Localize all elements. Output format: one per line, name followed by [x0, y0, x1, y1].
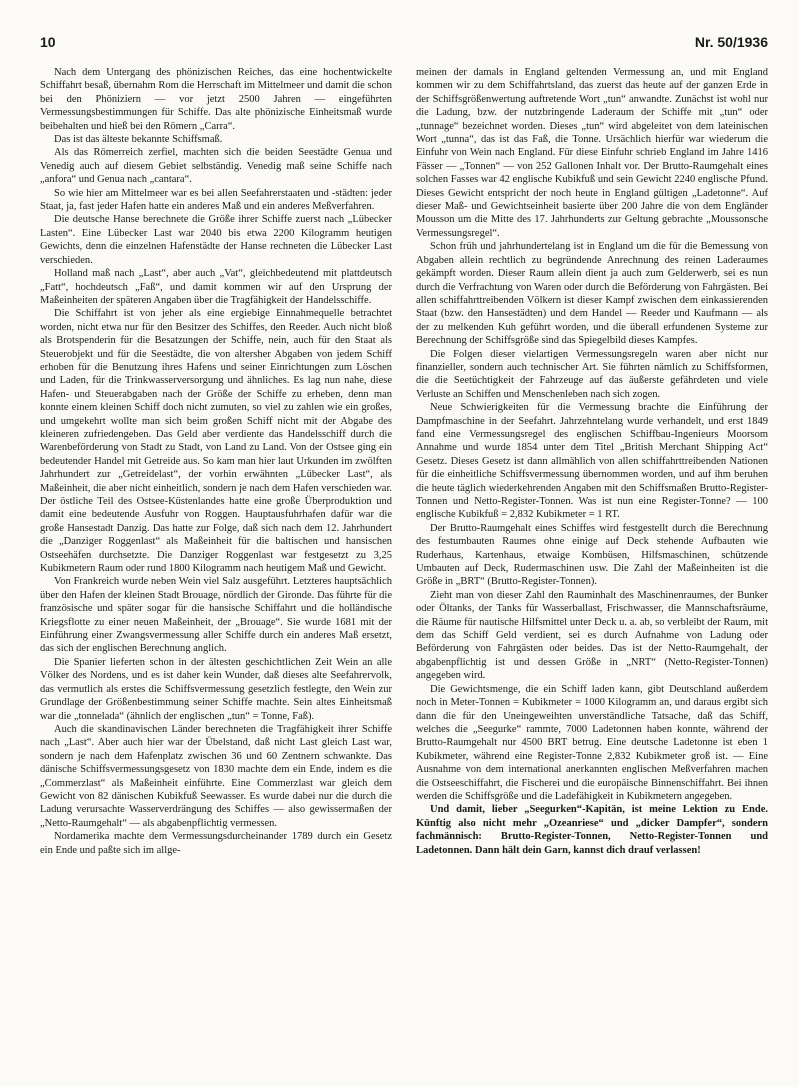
- paragraph: Von Frankreich wurde neben Wein viel Salz ausgeführt. Letzteres hauptsächlich über den Hafen der kleinen Stadt Brouage, nördlich der Gironde. Das führte für die französische und später sogar für die hansische Schiffahrt und die holländische Kriegsflotte zu einer neuen Maßeinheit, der „Brouage“. Sie wurde 1681 mit der Einführung einer Zwangsvermessung aller Schiffe durch ein anderes Maß ersetzt, das sich der englischen Berechnung anglich.: [40, 576, 392, 655]
- article-columns: [40, 66, 768, 857]
- paragraph: Der Brutto-Raumgehalt eines Schiffes wird festgestellt durch die Berechnung des festumbauten Raumes ohne einige auf Deck stehende Aufbauten wie Ruderhaus, Kartenhaus, etwaige Kombüsen, Hilfsmaschinen, schützende Umbauten auf Deck, Rudermaschinen usw. Die Zahl der Maßeinheiten ist die Größe in „BRT“ (Brutto-Register-Tonnen).: [416, 522, 768, 588]
- closing-paragraph: Und damit, lieber „Seegurken“-Kapitän, ist meine Lektion zu Ende. Künftig also nicht mehr „Ozeanriese“ und „dicker Dampfer“, sondern fachmännisch: Brutto-Register-Tonnen, Netto-Register-Tonnen und Ladetonnen. Dann hält dein Garn, kannst dich drauf verlassen!: [416, 804, 768, 856]
- paragraph: Die Folgen dieser vielartigen Vermessungsregeln waren aber nicht nur finanzieller, sondern auch technischer Art. Sie führten nämlich zu Schiffsformen, die die Seetüchtigkeit der Fahrzeuge auf das äußerste gefährdeten und viele Verluste an Schiffen und Menschenleben nach sich zogen.: [416, 348, 768, 400]
- left-column: [40, 66, 392, 857]
- paragraph: Auch die skandinavischen Länder berechneten die Tragfähigkeit ihrer Schiffe nach „Last“. Aber auch hier war der Übelstand, daß nicht Last gleich Last war, sondern je nach dem Hafenplatz zwischen 36 und 60 Zentnern schwankte. Das dänische Schiffsvermessungsgesetz von 1830 machte dem ein Ende, indem es die „Commerzlast“ als Maßeinheit einführte. Eine Commerzlast war gleich dem Gewicht von 82 dänischen Kubikfuß Seewasser. Es wurde dabei nur die durch die Ladung verursachte Wasserverdrängung des Schiffes — also gewissermaßen der „Netto-Raumgehalt“ — als abgabenpflichtig vermessen.: [40, 723, 392, 829]
- paragraph: meinen der damals in England geltenden Vermessung an, und mit England kommen wir zu dem Schiffahrtsland, das zuerst das heute auf der ganzen Erde in der Schiffsgrößenwertung auftretende Wort „tun“ anwandte. Zunächst ist wohl nur die Ladung, bzw. der nutzbringende Laderaum der Schiffe mit „tun“ oder „tunnage“ bezeichnet worden. Dieses „tun“ wird abgeleitet von dem lateinischen Wort „tunna“, das ist das Faß, die Tonne. Ursächlich hierfür war wiederum die Einfuhr von Wein nach England. Für diese Einfuhr schrieb England im Jahre 1416 Fässer — „Tonnen“ — von 252 Gallonen Inhalt vor. Der Brutto-Raumgehalt eines solchen Fasses war 42 englische Kubikfuß und sein Gewicht 2240 englische Pfund. Dieses Gewicht entspricht der noch heute in England gültigen „Ladetonne“. Auf dieser Maß- und Gewichtseinheit basierte über 200 Jahre die von dem Engländer Mousson um die Mitte des 17. Jahrhunderts zur Geltung gebrachte „Moussonsche Vermessungsregel“.: [416, 67, 768, 239]
- paragraph: Nordamerika machte dem Vermessungsdurcheinander 1789 durch ein Gesetz ein Ende und paßte sich im allge-: [40, 831, 392, 856]
- paragraph: Die deutsche Hanse berechnete die Größe ihrer Schiffe zuerst nach „Lübecker Lasten“. Eine Lübecker Last war 2040 bis etwa 2200 Kilogramm heutigen Gewichts, denn die einzelnen Hafenstädte der Hanse rechneten die Lübecker Last verschieden.: [40, 214, 392, 266]
- page-number: 10: [40, 34, 56, 50]
- paragraph: Die Gewichtsmenge, die ein Schiff laden kann, gibt Deutschland außerdem noch in Meter-Tonnen = Kubikmeter = 1000 Kilogramm an, und daraus ergibt sich dann die für den Uneingeweihten unverständliche Tatsache, daß das Schiff, welches die „Seegurke“ rammte, 7000 Ladetonnen haben konnte, während der Brutto-Raumgehalt nur 4500 BRT betrug. Eine deutsche Ladetonne ist eben 1 Kubikmeter, während eine Register-Tonne 2,832 Kubikmeter groß ist. — Eine Ausnahme von dem international anerkannten englischen Meßverfahren machen die Ostseeschiffahrt, die Fischerei und die europäische Binnenschiffahrt. Bei ihnen werden die Schiffsgröße und die Ladefähigkeit in Kubikmetern angegeben.: [416, 683, 768, 802]
- paragraph: Neue Schwierigkeiten für die Vermessung brachte die Einführung der Dampfmaschine in der Seefahrt. Jahrzehntelang wurde verhandelt, und erst 1849 fand eine Vermessungsregel des englischen Schiffbau-Ingenieurs Moorsom Annahme und wurde 1854 unter dem Titel „British Merchant Shipping Act“ Gesetz. Dieses Gesetz ist dann allmählich von allen schiffahrttreibenden Nationen für die einheitliche Schiffsvermessung übernommen worden, und auf ihm beruhen die heute täglich wiederkehrenden Angaben mit den Schiffsmaßen Brutto-Register-Tonnen und Netto-Register-Tonnen. Was ist nun eine Register-Tonne? — 100 englische Kubikfuß = 2,832 Kubikmeter = 1 RT.: [416, 402, 768, 521]
- document-page: [40, 30, 768, 1070]
- issue-number: Nr. 50/1936: [694, 34, 768, 50]
- paragraph: Als das Römerreich zerfiel, machten sich die beiden Seestädte Genua und Venedig auch auf diesem Gebiet selbständig. Venedig maß seine Schiffe nach „anfora“ und Genua nach „cantara“.: [40, 147, 392, 186]
- page-header: [40, 30, 768, 56]
- paragraph: Das ist das älteste bekannte Schiffsmaß.: [54, 134, 223, 146]
- paragraph: Nach dem Untergang des phönizischen Reiches, das eine hochentwickelte Schiffahrt besaß, übernahm Rom die Herrschaft im Mittelmeer und damit die schon bei den Phöniziern — vor jetzt 2500 Jahren — eingeführten Vermessungsbestimmungen für Schiffe. Das alte phönizische Einheitsmaß wurde beibehalten und hieß bei den Römern „Carra“.: [40, 67, 392, 132]
- paragraph: Schon früh und jahrhundertelang ist in England um die für die Bemessung von Abgaben allein rechtlich zu begründende Anrechnung des reinen Laderaumes gekämpft worden. Dieser Raum allein dient ja auch zum Gelderwerb, sei es nun durch die Verfrachtung von Waren oder durch die Beförderung von Fahrgästen. Bei allen schiffahrttreibenden Völkern ist dieser Kampf zwischen dem einkassierenden Staat (bzw. den Hansestädten) und dem Handel — Reeder und Kaufmann — als der zu melkenden Kuh geführt worden, und die überall erfundenen Systeme zur Berechnung der Schiffsgröße sind das Spiegelbild dieses Kampfes.: [416, 241, 768, 347]
- paragraph: Zieht man von dieser Zahl den Rauminhalt des Maschinenraumes, der Bunker oder Öltanks, der Tanks für Wasserballast, Frischwasser, die Mannschaftsräume, die Räume für nautische Hilfsmittel unter Deck u. a. ab, so verbleibt der Raum, mit dem das Schiff Geld verdient, sei es durch Aufnahme von Ladung oder Beförderung von Fahrgästen oder beides. Das ist der Netto-Raumgehalt, der abgabenpflichtig ist und dessen Größe in „NRT“ (Netto-Register-Tonnen) angegeben wird.: [416, 589, 768, 682]
- paragraph: Holland maß nach „Last“, aber auch „Vat“, gleichbedeutend mit plattdeutsch „Fatt“, hochdeutsch „Faß“, und damit kommen wir auf den Ursprung der Maßeinheiten der späteren Angaben über die Tragfähigkeit der Handelsschiffe.: [40, 268, 392, 306]
- right-column: [416, 66, 768, 857]
- paragraph: So wie hier am Mittelmeer war es bei allen Seefahrerstaaten und -städten: jeder Staat, ja, fast jeder Hafen hatte ein anderes Maß und ein anderes Meßverfahren.: [40, 187, 392, 213]
- paragraph: Die Schiffahrt ist von jeher als eine ergiebige Einnahmequelle betrachtet worden, nicht etwa nur für den Besitzer des Schiffes, den Reeder. Auch nicht bloß als Brotspenderin für die Besatzungen der Schiffe, nein, auch für den Staat als Steuerobjekt und für die Seestädte, die von altersher Abgaben von jedem Schiff erhoben für die Benutzung ihres Hafens und seiner Einrichtungen zum Löschen und Laden, für die Trinkwasserversorgung und ähnliches. Es lag nun nahe, diese Hafen- und Steuerabgaben nach der Größe der Schiffe zu erheben, denn man konnte einem kleinen Schiff doch nicht zumuten, so viel zu zahlen wie ein großes, und umgekehrt wollte man sich beim großen Schiff nicht mit der Abgabe des kleineren zufriedengeben. Das Geld aber verdiente das Handelsschiff durch die Warenbeförderung von Stadt zu Stadt, von Land zu Land. Von der Ostsee ging ein bedeutender Handel mit Getreide aus. So kam man hier laut Urkunden im zwölften Jahrhundert zur „Getreidelast“, der vorhin erwähnten „Lübecker Last“, als Maßeinheit, die aber nicht einheitlich, sondern je nach dem Hafen verschieden war. Der östliche Teil des Ostsee-Küstenlandes hatte eine große Überproduktion und damit eine bedeutende Ausfuhr von Roggen. Hauptausfuhrhafen dafür war die große Hansestadt Danzig. Das hatte zur Folge, daß sich nach dem 12. Jahrhundert die „Danziger Roggenlast“ als Maßeinheit für die baltischen und hansischen Ostseehäfen durchsetzte. Die Danziger Roggenlast war festgesetzt zu 3,25 Kubikmetern Raum oder rund 1800 Kilogramm nach heutigem Maß und Gewicht.: [40, 308, 392, 575]
- paragraph: Die Spanier lieferten schon in der ältesten geschichtlichen Zeit Wein an alle Völker des Nordens, und es ist daher kein Wunder, daß dieses alte Seefahrervolk, das vermutlich als erstes die Schiffsvermessung gesetzlich festlegte, den Wein zur Grundlage der Größenbestimmung seiner Schiffe machte. Sein altes Einheitsmaß war die „tonnelada“ (ähnlich der englischen „tun“ = Tonne, Faß).: [40, 656, 392, 722]
